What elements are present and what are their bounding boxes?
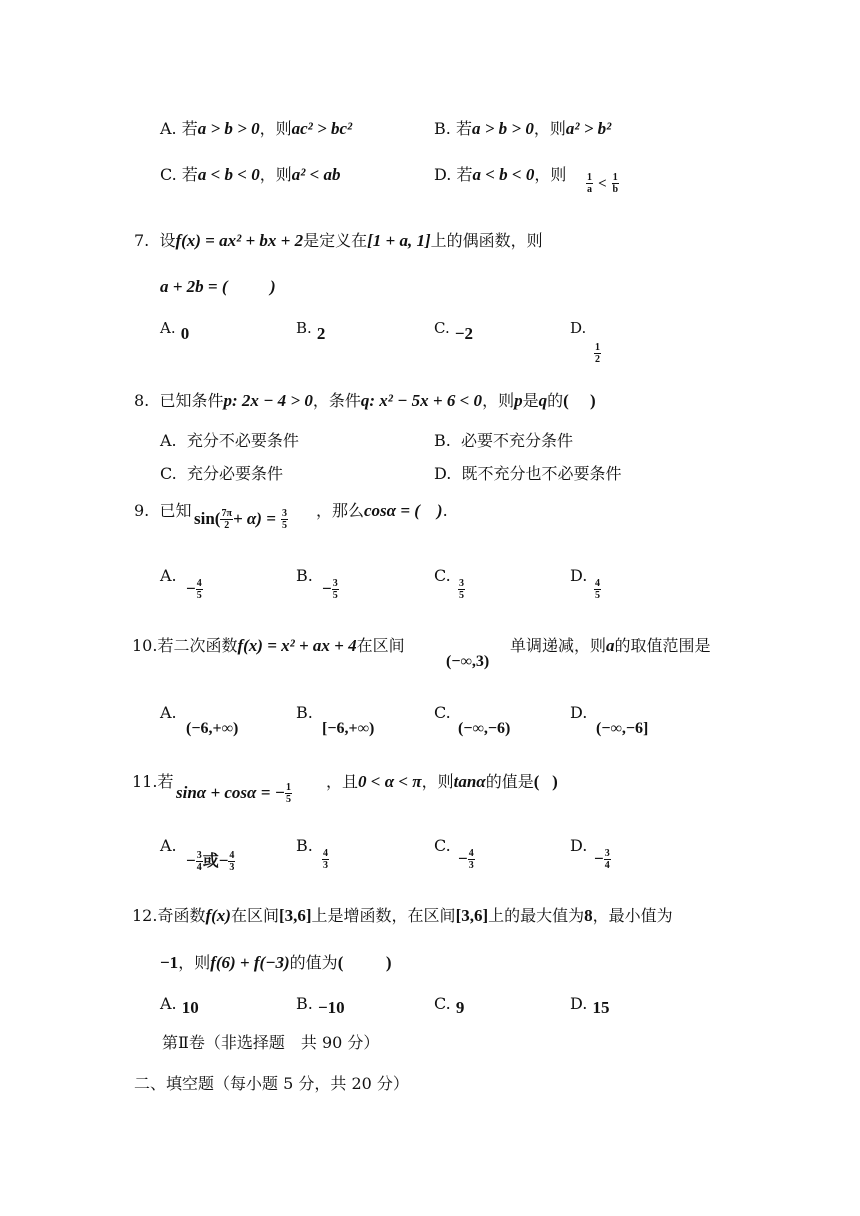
q10-a-value: (−6,+∞) <box>186 720 239 737</box>
math: ac² > bc² <box>291 119 353 138</box>
q9-d-value: $\frac{4}{5}$ <box>595 578 600 601</box>
q8-option-c: C. 充分必要条件 <box>160 464 283 483</box>
q9-a-value: − $\frac{4}{5}$ <box>186 578 202 601</box>
q12-option-d: D. 15 <box>570 994 610 1017</box>
math: f(x) = ax² + bx + 2 <box>175 231 304 250</box>
q10-b-value: [−6,+∞) <box>322 720 375 737</box>
q6-d-result: $\frac{1}{a}$ < $\frac{1}{b}$ <box>587 172 619 195</box>
q11-d-value: − $\frac{3}{4}$ <box>594 848 610 871</box>
q7-option-d: D. <box>570 319 587 337</box>
q8-stem: 8. 已知条件p: 2x − 4 > 0，条件q: x² − 5x + 6 < 0，则p是q的( ) <box>134 391 596 410</box>
q12-option-c: C. 9 <box>434 994 465 1017</box>
q6-option-c: C. 若a < b < 0，则a² < ab <box>160 165 341 184</box>
q11-option-d: D. <box>570 836 588 855</box>
q7-d-fraction: $\frac{1}{2}$ <box>595 342 600 365</box>
q11-stem-b: ，且0 < α < π，则tanα的值是( ) <box>326 772 558 791</box>
q9-stem-a: 9. 已知 <box>134 501 192 520</box>
q11-a-value: − $\frac{3}{4}$ 或− $\frac{4}{3}$ <box>186 850 235 873</box>
q8-option-a: A. 充分不必要条件 <box>160 431 299 450</box>
math: a < b < 0 <box>472 165 535 184</box>
q8-option-d: D. 既不充分也不必要条件 <box>434 464 622 483</box>
q11-c-value: − $\frac{4}{3}$ <box>458 848 474 871</box>
q10-c-value: (−∞,−6) <box>458 720 511 737</box>
math: a > b > 0 <box>471 119 534 138</box>
math: a² < ab <box>291 165 341 184</box>
q12-stem-line2: −1，则f(6) + f(−3)的值为( ) <box>160 953 392 972</box>
math: a² > b² <box>565 119 612 138</box>
q11-b-value: $\frac{4}{3}$ <box>323 848 328 871</box>
q9-option-c: C. <box>434 566 451 585</box>
q7-ask <box>160 277 276 297</box>
q12-option-a: A. 10 <box>160 994 199 1017</box>
math: a > b > 0 <box>197 119 260 138</box>
q10-interval: (−∞,3) <box>446 653 490 670</box>
q10-stem-b: 单调递减，则a的取值范围是 <box>510 636 711 655</box>
q9-c-value: $\frac{3}{5}$ <box>459 578 464 601</box>
fraction: $\frac{1}{a}$ <box>587 172 592 195</box>
q11-option-c: C. <box>434 836 451 855</box>
q6-option-d: D. 若a < b < 0，则 <box>434 165 567 184</box>
q11-option-b: B. <box>296 836 313 855</box>
q9-stem-b: ，那么cosα = ( ). <box>316 501 448 520</box>
q9-b-value: − $\frac{3}{5}$ <box>322 578 338 601</box>
q9-option-b: B. <box>296 566 313 585</box>
math: a < b < 0 <box>197 165 260 184</box>
q12-stem-line1: 12.奇函数f(x)在区间[3,6]上是增函数，在区间[3,6]上的最大值为8，最小值为 <box>132 906 673 925</box>
q10-stem: 10.若二次函数f(x) = x² + ax + 4在区间 <box>132 636 405 655</box>
q12-option-b: B. −10 <box>296 994 345 1017</box>
math: p: 2x − 4 > 0 <box>223 391 313 410</box>
q10-option-b: B. <box>296 703 313 722</box>
q6-option-a: A. 若a > b > 0，则ac² > bc² <box>160 119 353 138</box>
q9-option-d: D. <box>570 566 588 585</box>
math: [1 + a, 1] <box>367 231 431 250</box>
q8-option-b: B. 必要不充分条件 <box>434 431 574 450</box>
q6-option-b: B. 若a > b > 0，则a² > b² <box>434 119 612 138</box>
q10-option-d: D. <box>570 703 588 722</box>
q7-option-b: B. 2 <box>296 319 326 343</box>
q10-d-value: (−∞,−6] <box>596 720 649 737</box>
q11-stem-a: 11.若 <box>132 772 174 791</box>
q11-equation: sinα + cosα = − $\frac{1}{5}$ <box>176 782 291 805</box>
section-fill-in-heading: 二、填空题（每小题 5 分，共 20 分） <box>134 1074 409 1093</box>
q7-stem: 7. 设f(x) = ax² + bx + 2是定义在[1 + a, 1]上的偶函数，则 <box>134 231 543 250</box>
q7-option-a: A. 0 <box>160 319 190 343</box>
fraction: $\frac{1}{b}$ <box>612 172 619 195</box>
q10-option-a: A. <box>160 703 177 722</box>
q9-option-a: A. <box>160 566 177 585</box>
q7-option-c: C. −2 <box>434 319 473 343</box>
section-part-two-heading: 第Ⅱ卷（非选择题 共 90 分） <box>162 1033 380 1052</box>
q10-option-c: C. <box>434 703 451 722</box>
math: a + 2b = ( ) <box>160 277 276 296</box>
math: q: x² − 5x + 6 < 0 <box>360 391 483 410</box>
math: cosα = ( ) <box>364 501 443 520</box>
math: f(x) = x² + ax + 4 <box>237 636 357 655</box>
q9-sin-expr: sin( $\frac{7\pi}{2}$ + α) = $\frac{3}{5}$ <box>194 508 287 531</box>
q11-option-a: A. <box>160 836 177 855</box>
